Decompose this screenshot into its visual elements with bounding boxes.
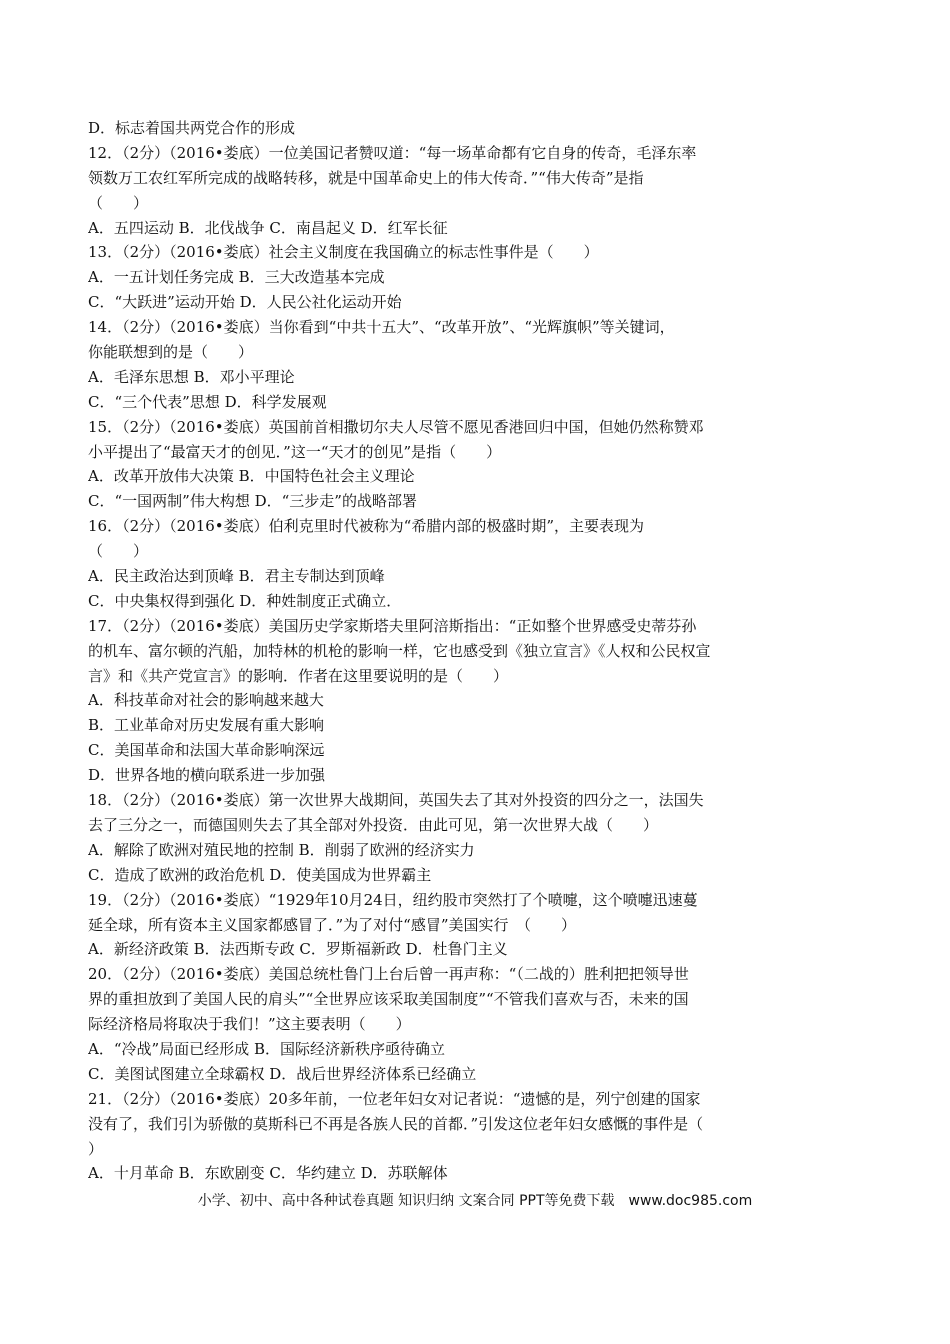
text-line: C．“三个代表”思想 D．科学发展观 [88,392,327,411]
text-line: 去了三分之一，而德国则失去了其全部对外投资．由此可见，第一次世界大战（ ） [88,815,659,834]
text-line: （ ） [88,542,149,561]
document-body [88,116,868,1186]
text-line: A．一五计划任务完成 B．三大改造基本完成 [88,268,385,287]
text-line: A．新经济政策 B．法西斯专政 C．罗斯福新政 D．杜鲁门主义 [88,940,508,959]
text-line: C．中央集权得到强化 D．种姓制度正式确立． [88,591,402,610]
text-line: （ ） [88,193,149,212]
text-line: 21．（2分）（2016•娄底）20多年前，一位老年妇女对记者说：“遗憾的是，列宁创建的国家 [88,1089,701,1108]
text-line: 际经济格局将取决于我们！”这主要表明（ ） [88,1015,411,1034]
text-line: 你能联想到的是（ ） [88,343,254,362]
text-line: C．造成了欧洲的政治危机 D．使美国成为世界霸主 [88,865,432,884]
text-line: 17．（2分）（2016•娄底）美国历史学家斯塔夫里阿涪斯指出：“正如整个世界感受史蒂芬孙 [88,616,697,635]
text-line: C．美图试图建立全球霸权 D．战后世界经济体系已经确立 [88,1064,477,1083]
text-line: C．美国革命和法国大革命影响深远 [88,741,325,760]
text-line: 言》和《共产党宣言》的影响．作者在这里要说明的是（ ） [88,666,509,685]
text-line: 18．（2分）（2016•娄底）第一次世界大战期间，英国失去了其对外投资的四分之一，法国失 [88,791,704,810]
text-line: 的机车、富尔顿的汽船，加特林的机枪的影响一样，它也感受到《独立宣言》《人权和公民权宣 [88,641,711,660]
text-line: A．改革开放伟大决策 B．中国特色社会主义理论 [88,467,415,486]
text-line: 19．（2分）（2016•娄底）“1929年10月24日，纽约股市突然打了个喷嚏，这个喷嚏迅速蔓 [88,890,698,909]
text-line: 12．（2分）（2016•娄底）一位美国记者赞叹道：“每一场革命都有它自身的传奇，毛泽东率 [88,143,697,162]
text-line: ） [88,1139,104,1158]
text-line: B．工业革命对历史发展有重大影响 [88,716,325,735]
text-line: A．“冷战”局面已经形成 B．国际经济新秩序亟待确立 [88,1039,445,1058]
text-line: A．五四运动 B．北伐战争 C．南昌起义 D．红军长征 [88,218,448,237]
text-line: 界的重担放到了美国人民的肩头”“全世界应该采取美国制度”“不管我们喜欢与否，未来的国 [88,990,689,1009]
text-line: C．“大跃进”运动开始 D．人民公社化运动开始 [88,293,402,312]
text-line: D．世界各地的横向联系进一步加强 [88,766,326,785]
text-line: A．民主政治达到顶峰 B．君主专制达到顶峰 [88,567,385,586]
text-line: A．十月革命 B．东欧剧变 C．华约建立 D．苏联解体 [88,1164,448,1183]
text-line: 16．（2分）（2016•娄底）伯利克里时代被称为“希腊内部的极盛时期”，主要表现为 [88,517,644,536]
text-line: A．毛泽东思想 B．邓小平理论 [88,367,295,386]
text-line: 小平提出了“最富天才的创见．”这一“天才的创见”是指（ ） [88,442,502,461]
text-line: 15．（2分）（2016•娄底）英国前首相撒切尔夫人尽管不愿见香港回归中国，但她仍然称赞邓 [88,417,704,436]
text-line: A．解除了欧洲对殖民地的控制 B．削弱了欧洲的经济实力 [88,840,475,859]
page-footer: 小学、初中、高中各种试卷真题 知识归纳 文案合同 PPT等免费下载 www.doc985.com [197,1193,753,1209]
text-line: 20．（2分）（2016•娄底）美国总统杜鲁门上台后曾一再声称：“（二战的）胜利把把领导世 [88,965,689,984]
text-line: 领数万工农红军所完成的战略转移，就是中国革命史上的伟大传奇．”“伟大传奇”是指 [88,168,644,187]
text-line: 13．（2分）（2016•娄底）社会主义制度在我国确立的标志性事件是（ ） [88,243,599,262]
text-line: C．“一国两制”伟大构想 D．“三步走”的战略部署 [88,492,417,511]
text-line: 14．（2分）（2016•娄底）当你看到“中共十五大”、“改革开放”、“光辉旗帜”等关键词， [88,318,675,337]
text-line: 没有了，我们引为骄傲的莫斯科已不再是各族人民的首都．”引发这位老年妇女感慨的事件是（ [88,1114,704,1133]
text-line: D．标志着国共两党合作的形成 [88,119,296,137]
text-line: 延全球，所有资本主义国家都感冒了．”为了对付“感冒”美国实行 （ ） [88,915,577,934]
text-line: A．科技革命对社会的影响越来越大 [88,691,324,710]
